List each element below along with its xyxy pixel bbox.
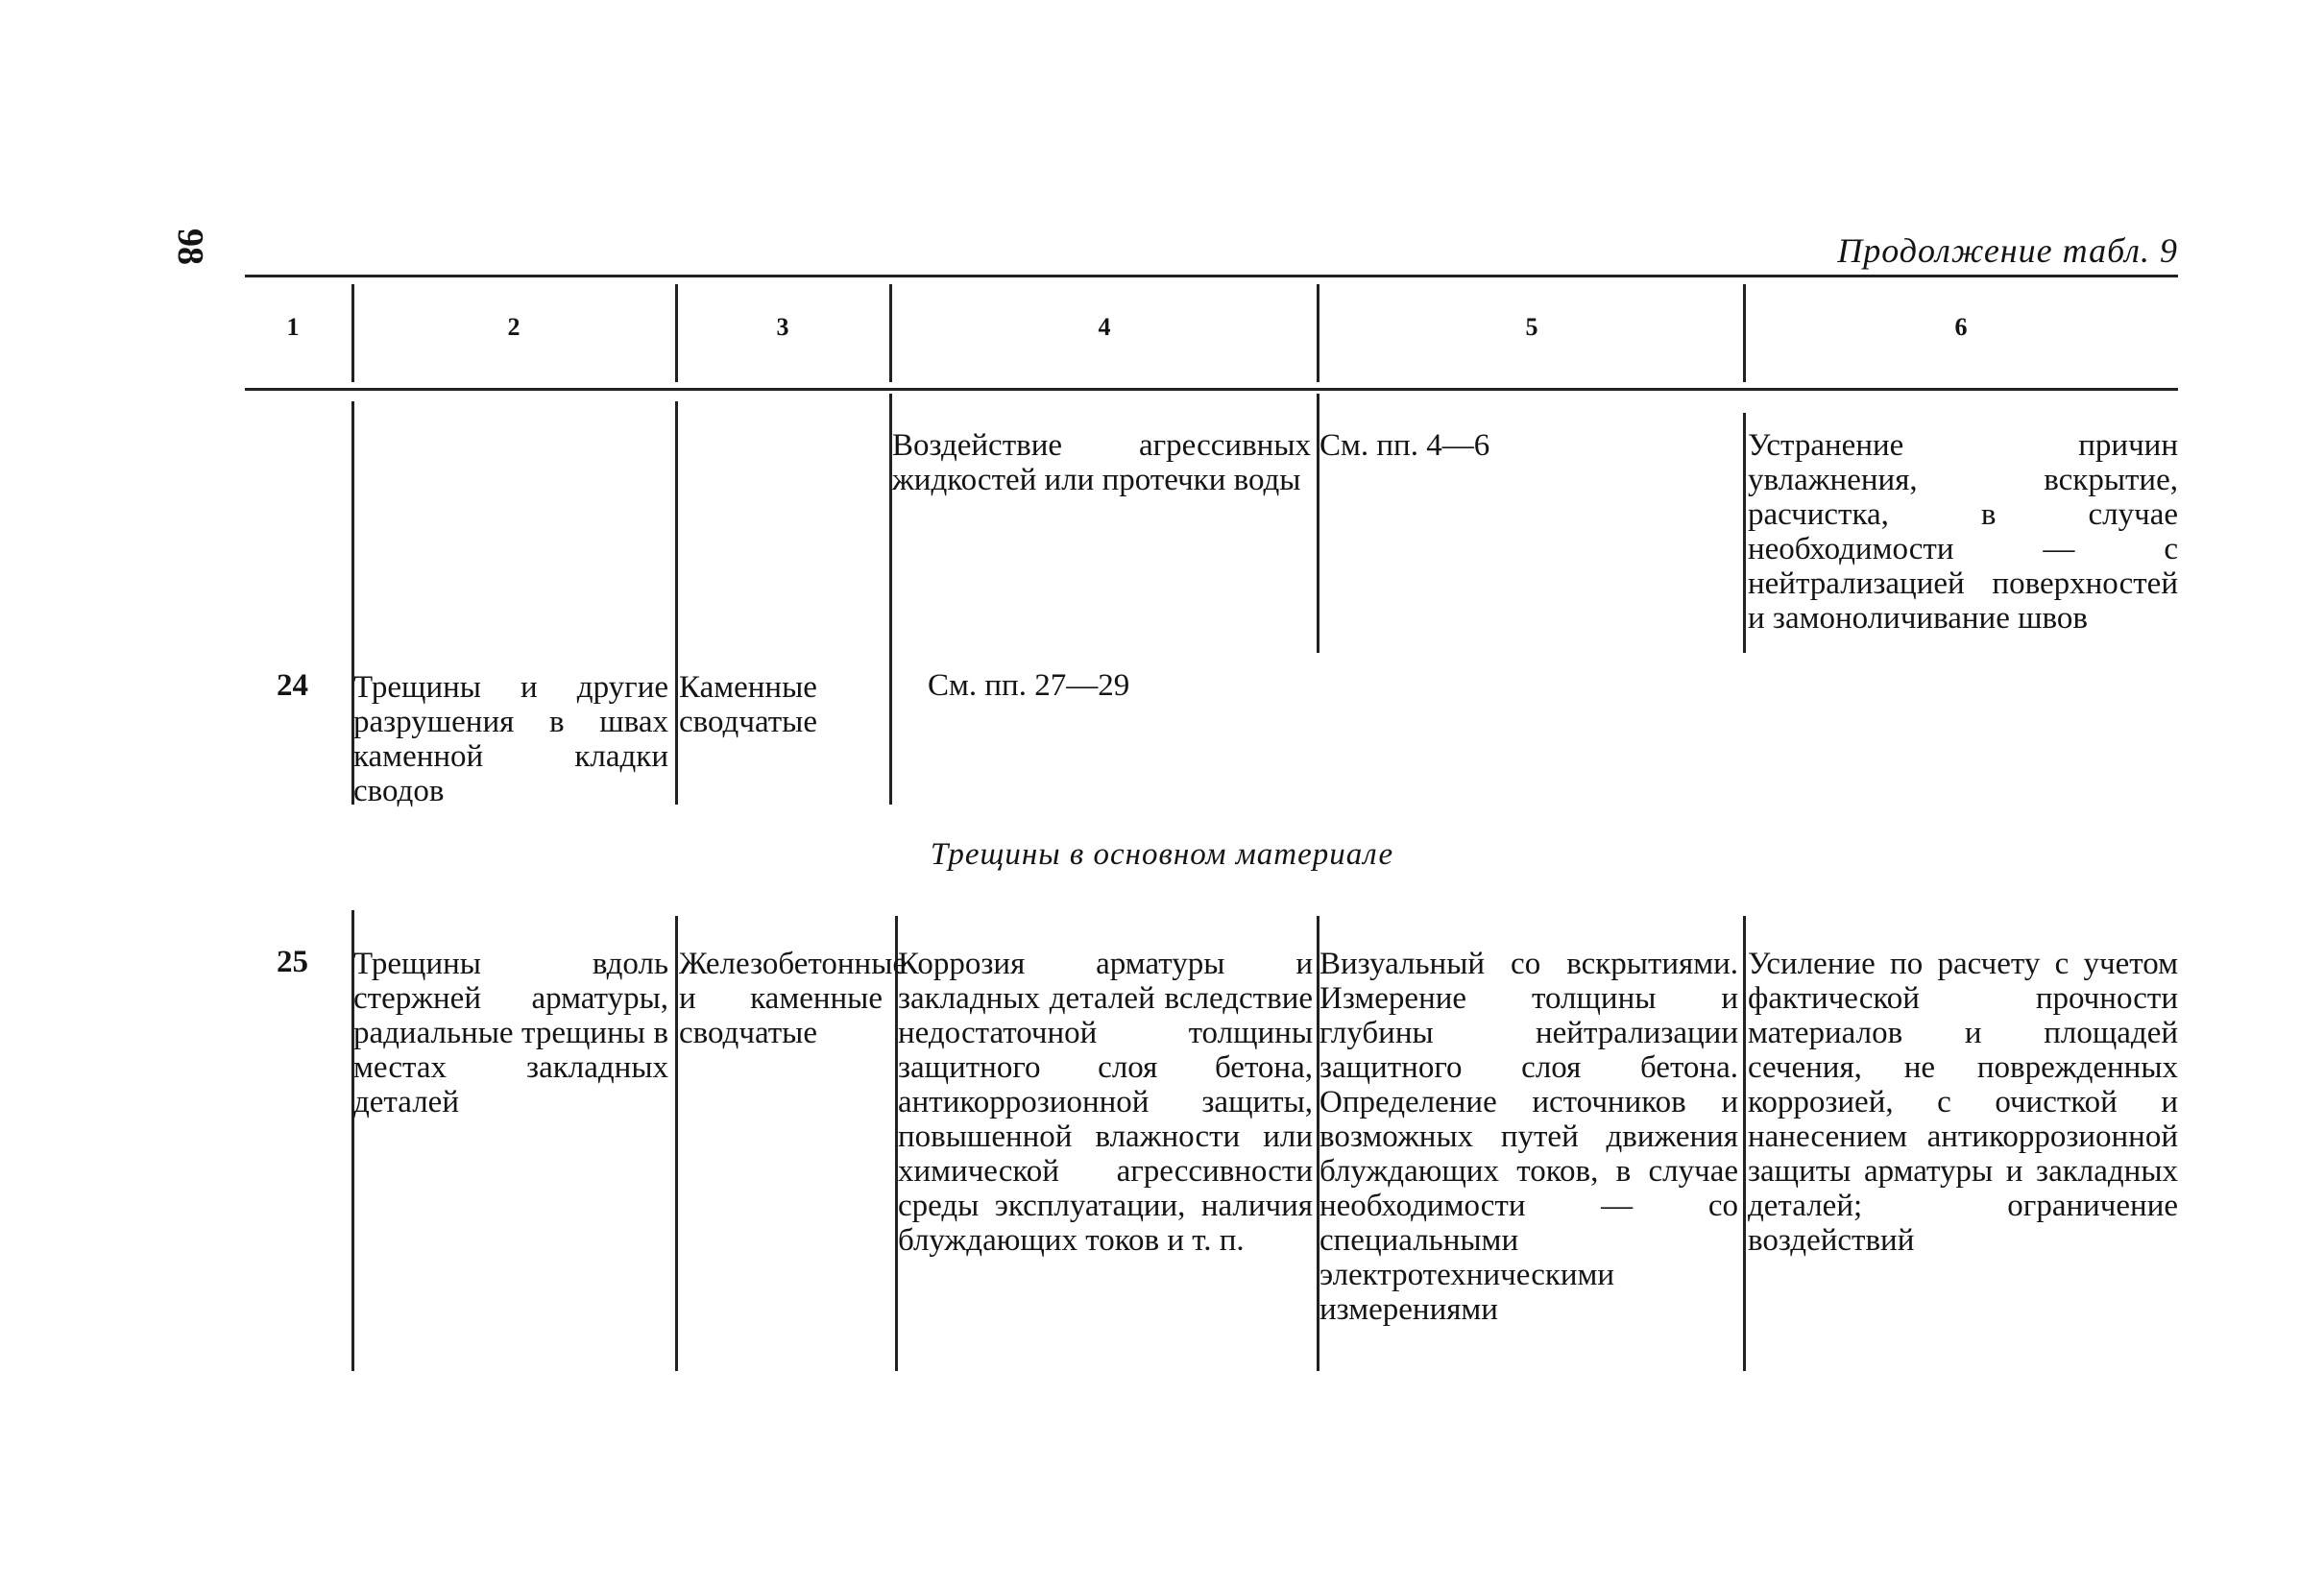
header-sep-4 — [1317, 284, 1319, 382]
header-sep-1 — [351, 284, 354, 382]
body-sep-5-lower — [1743, 916, 1746, 1371]
column-header-5: 5 — [1525, 313, 1538, 341]
column-header-4: 4 — [1098, 313, 1111, 341]
row25-structure: Железобетонные и каменные сводчатые — [679, 947, 908, 1050]
continuation-title: Продолжение табл. 9 — [1837, 231, 2178, 270]
table-top-rule — [245, 275, 2178, 277]
row25-remedy: Усиление по расчету с учетом фактической прочности материалов и площадей сечения, не поврежденных коррозией, с очисткой и нанесением антикоррозионной защиты арматуры и закладных деталей; ограничение воздействий — [1748, 947, 2178, 1258]
row-number-25: 25 — [277, 945, 308, 979]
column-header-3: 3 — [776, 313, 789, 341]
row25-defect: Трещины вдоль стержней арматуры, радиальные трещины в местах закладных деталей — [353, 947, 668, 1119]
row25-method: Визуальный со вскрытиями. Измерение толщины и глубины нейтрализации защитного слоя бетона. Определение источников и возможных путей движения блуждающих токов, в случае необходимости — со специальными электротехническими измерениями — [1319, 947, 1738, 1327]
header-sep-5 — [1743, 284, 1746, 382]
row24-defect: Трещины и другие разрушения в швах каменной кладки сводов — [353, 670, 668, 808]
section-title: Трещины в основном материале — [930, 837, 1394, 872]
body-sep-2-upper — [675, 401, 678, 805]
page-number: 98 — [170, 229, 210, 265]
cont-row-method: См. пп. 4—6 — [1319, 428, 1490, 463]
column-header-6: 6 — [1954, 313, 1968, 341]
header-bottom-rule — [245, 388, 2178, 391]
row25-cause: Коррозия арматуры и закладных деталей вследствие недостаточной толщины защитного слоя бетона, антикоррозионной защиты, повышенной влажности или химической агрессивности среды эксплуатации, наличия блуждающих токов и т. п. — [898, 947, 1313, 1258]
row-number-24: 24 — [277, 668, 308, 703]
column-header-1: 1 — [286, 313, 300, 341]
cont-row-remedy: Устранение причин увлажнения, вскрытие, расчистка, в случае необходимости — с нейтрализацией поверхностей и замоноличивание швов — [1748, 428, 2178, 636]
header-sep-2 — [675, 284, 678, 382]
body-sep-5-upper — [1743, 413, 1746, 653]
row24-reference: См. пп. 27—29 — [928, 668, 1130, 703]
body-sep-2-lower — [675, 916, 678, 1371]
header-sep-3 — [889, 284, 892, 382]
row24-structure: Каменные сводчатые — [679, 670, 817, 739]
column-header-2: 2 — [507, 313, 520, 341]
cont-row-cause: Воздействие агрессивных жидкостей или протечки воды — [892, 428, 1311, 497]
